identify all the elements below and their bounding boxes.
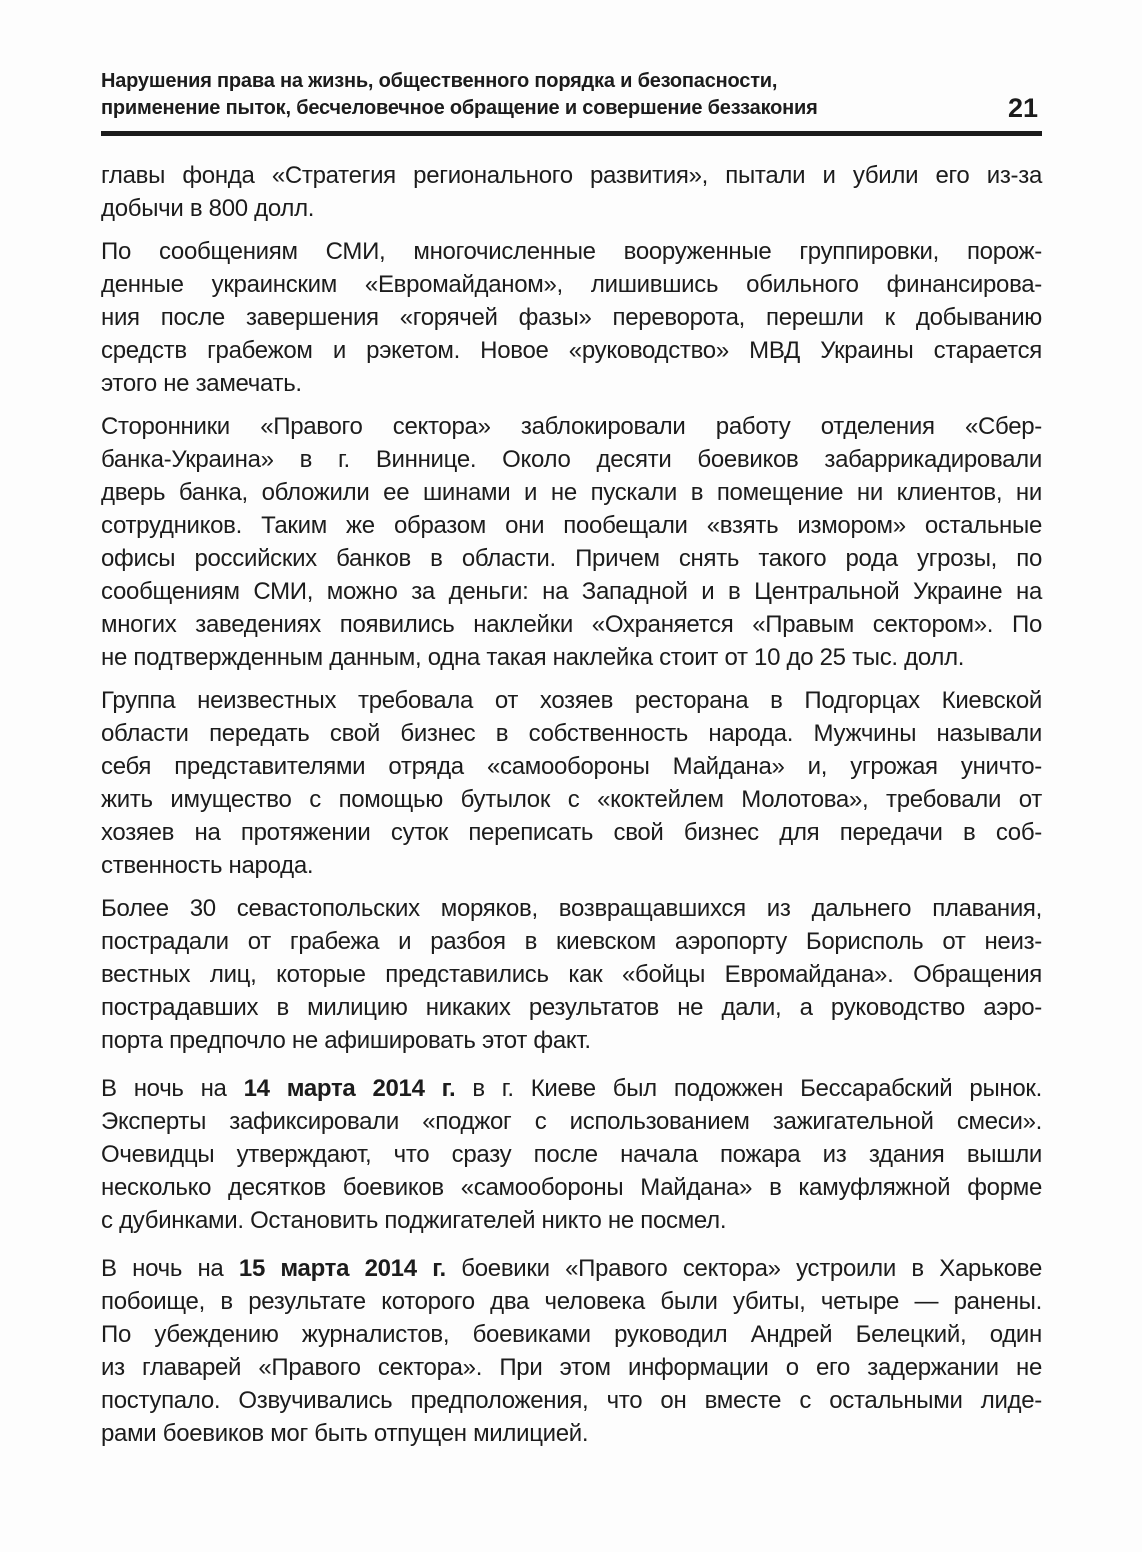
paragraph: [101, 410, 1042, 674]
paragraph: [101, 892, 1042, 1057]
page-number: 21: [1007, 93, 1038, 123]
text-line: несколько десятков боевиков «самообороны Майдана» в камуфляжной форме: [101, 1174, 1042, 1201]
text-line: [101, 1252, 1042, 1285]
text-line: хозяев на протяжении суток переписать свой бизнес для передачи в соб-: [101, 819, 1042, 846]
running-head: [101, 68, 818, 122]
running-head-line2: применение пыток, бесчеловечное обращение и совершение беззакония: [101, 97, 818, 119]
text-line: с дубинками. Остановить поджигателей никто не посмел.: [101, 1207, 727, 1234]
text-line: области передать свой бизнес в собственность народа. Мужчины называли: [101, 720, 1042, 747]
text-line: поступало. Озвучивались предположения, что он вместе с остальными лиде-: [101, 1387, 1042, 1414]
text-line: Очевидцы утверждают, что сразу после начала пожара из здания вышли: [101, 1141, 1042, 1168]
text-line: По убеждению журналистов, боевиками руководил Андрей Белецкий, один: [101, 1321, 1042, 1348]
text-line: побоище, в результате которого два человека были убиты, четыре — ранены.: [101, 1288, 1042, 1315]
text-segment: боевики «Правого сектора» устроили в Харькове: [445, 1255, 1042, 1282]
text-line: жить имущество с помощью бутылок с «коктейлем Молотова», требовали от: [101, 786, 1042, 813]
text-line: Более 30 севастопольских моряков, возвращавшихся из дальнего плавания,: [101, 895, 1042, 922]
text-line: офисы российских банков в области. Причем снять такого рода угрозы, по: [101, 545, 1042, 572]
text-line: вестных лиц, которые представились как «бойцы Евромайдана». Обращения: [101, 961, 1042, 988]
bold-date: 15 марта 2014 г.: [238, 1255, 446, 1282]
running-head-line1: Нарушения права на жизнь, общественного порядка и безопасности,: [101, 70, 778, 92]
text-line: многих заведениях появились наклейки «Охраняется «Правым сектором». По: [101, 611, 1042, 638]
paragraph: [101, 1072, 1042, 1237]
text-line: [101, 1072, 1042, 1105]
bold-date: 14 марта 2014 г.: [243, 1075, 456, 1102]
text-segment: В ночь на: [101, 1255, 239, 1282]
text-line: пострадали от грабежа и разбоя в киевском аэропорту Борисполь от неиз-: [101, 928, 1042, 955]
text-line: банка-Украина» в г. Виннице. Около десяти боевиков забаррикадировали: [101, 446, 1042, 473]
text-line: По сообщениям СМИ, многочисленные вооруженные группировки, порож-: [101, 238, 1042, 265]
text-line: из главарей «Правого сектора». При этом информации о его задержании не: [101, 1354, 1042, 1381]
text-segment: в г. Киеве был подожжен Бессарабский рынок.: [455, 1075, 1042, 1102]
header-rule: [101, 131, 1042, 136]
text-line: ния после завершения «горячей фазы» переворота, перешли к добыванию: [101, 304, 1042, 331]
text-line: дверь банка, обложили ее шинами и не пускали в помещение ни клиентов, ни: [101, 479, 1042, 506]
text-line: этого не замечать.: [101, 370, 302, 397]
paragraph: [101, 159, 1042, 225]
text-line: сотрудников. Таким же образом они пообещали «взять измором» остальные: [101, 512, 1042, 539]
text-line: главы фонда «Стратегия регионального развития», пытали и убили его из-за: [101, 162, 1042, 189]
paragraph: [101, 684, 1042, 882]
text-line: сообщениям СМИ, можно за деньги: на Западной и в Центральной Украине на: [101, 578, 1042, 605]
text-line: рами боевиков мог быть отпущен милицией.: [101, 1420, 589, 1447]
paragraph: [101, 1252, 1042, 1450]
page-header: [101, 68, 1042, 122]
text-line: Группа неизвестных требовала от хозяев ресторана в Подгорцах Киевской: [101, 687, 1042, 714]
text-line: Сторонники «Правого сектора» заблокировали работу отделения «Сбер-: [101, 413, 1042, 440]
text-segment: В ночь на: [101, 1075, 244, 1102]
text-line: добычи в 800 долл.: [101, 195, 315, 222]
document-body: [101, 159, 1042, 1450]
text-line: денные украинским «Евромайданом», лишившись обильного финансирова-: [101, 271, 1042, 298]
text-line: себя представителями отряда «самообороны Майдана» и, угрожая уничто-: [101, 753, 1042, 780]
text-line: порта предпочло не афишировать этот факт.: [101, 1027, 591, 1054]
text-line: пострадавших в милицию никаких результатов не дали, а руководство аэро-: [101, 994, 1042, 1021]
text-line: ственность народа.: [101, 852, 314, 879]
text-line: Эксперты зафиксировали «поджог с использованием зажигательной смеси».: [101, 1108, 1042, 1135]
text-line: средств грабежом и рэкетом. Новое «руководство» МВД Украины старается: [101, 337, 1042, 364]
text-line: не подтвержденным данным, одна такая наклейка стоит от 10 до 25 тыс. долл.: [101, 644, 965, 671]
paragraph: [101, 235, 1042, 400]
